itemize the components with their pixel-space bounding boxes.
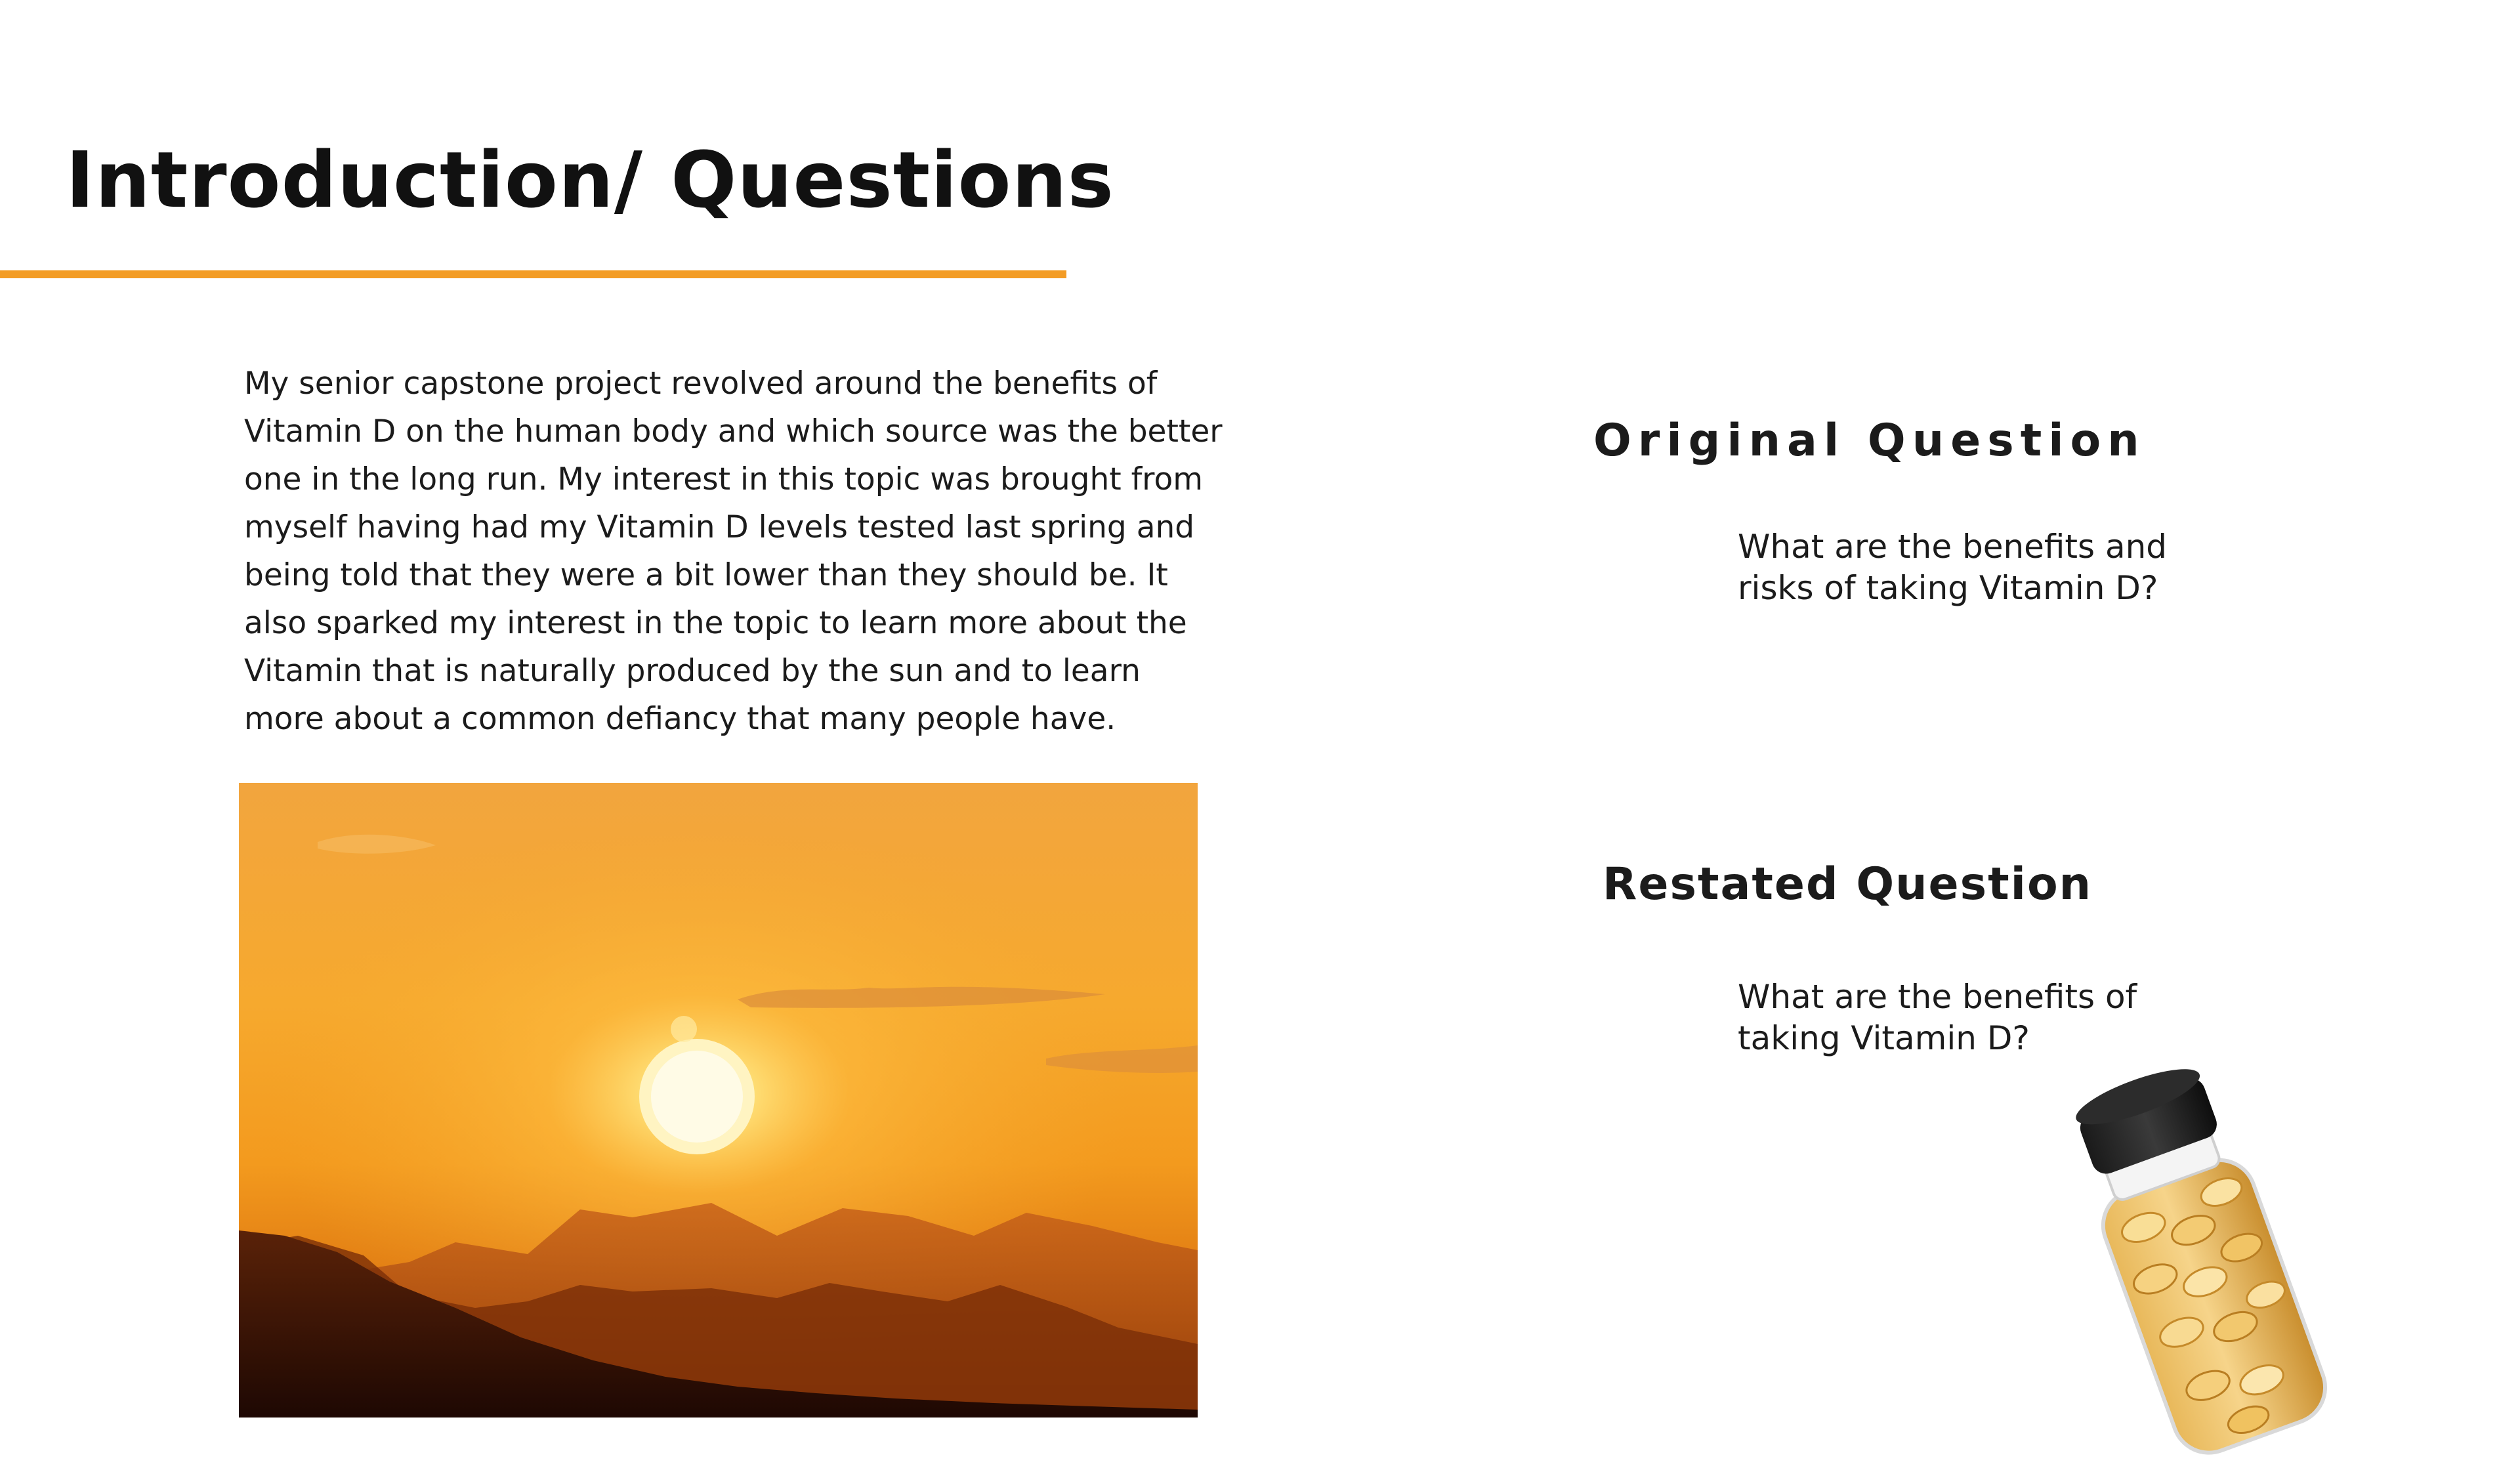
intro-paragraph: My senior capstone project revolved around the benefits of Vitamin D on the human body and which source was the better one in the long run. My interest in this topic was brought from myself having had my Vitamin D levels tested last spring and being told that they were a bit lower than they should be. It also sparked my interest in the topic to learn more about the Vitamin that is naturally produced by the sun and to learn more about a common defiancy that many people have. [244,366,1223,737]
original-question-heading: Original Question [1593,415,2146,467]
slide-title: Introduction/ Questions [66,135,1114,225]
restated-question-heading: Restated Question [1603,858,2093,910]
original-question-text: What are the benefits and risks of taking Vitamin D? [1738,528,2168,607]
vitamin-bottle-photo [2048,1047,2349,1470]
title-underline [0,270,1066,278]
restated-question-text: What are the benefits of taking Vitamin D? [1738,978,2137,1057]
sunset-photo [239,783,1198,1418]
